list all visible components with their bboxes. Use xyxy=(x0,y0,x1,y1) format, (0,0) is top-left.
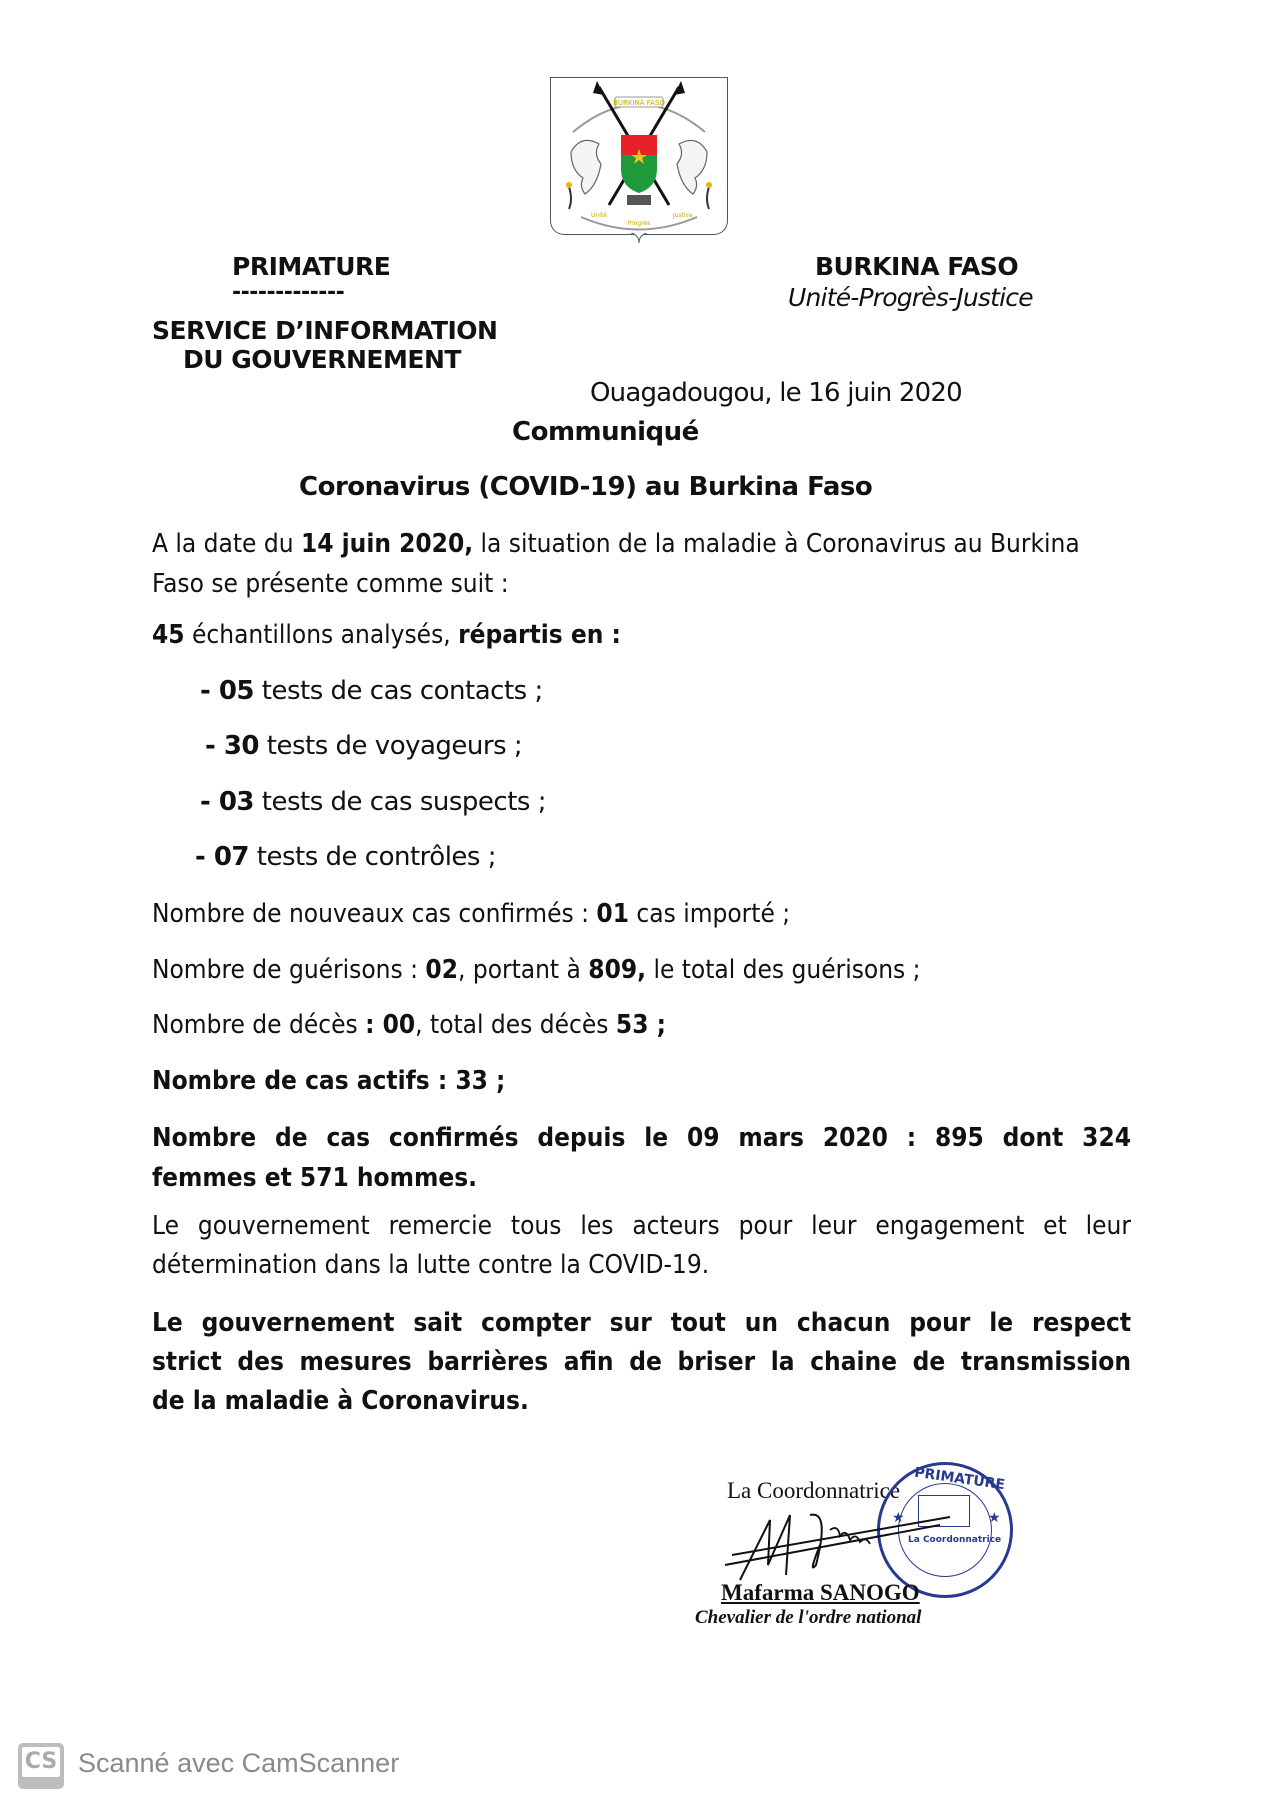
stat-mid: , portant à xyxy=(457,955,589,985)
document-title: Coronavirus (COVID-19) au Burkina Faso xyxy=(299,472,873,502)
test-item xyxy=(205,731,522,761)
test-item xyxy=(200,787,546,817)
stat-confirmed-line2: femmes et 571 hommes. xyxy=(152,1163,478,1193)
thanks-line1: Le gouvernement remercie tous les acteurs pour leur engagement et leur xyxy=(152,1211,1131,1241)
stat-label: Nombre de nouveaux cas confirmés : xyxy=(152,899,597,929)
stat-label: Nombre de décès xyxy=(152,1010,366,1040)
stat-mid: , total des décès xyxy=(415,1010,616,1040)
header-service-line1: SERVICE D’INFORMATION xyxy=(152,316,498,345)
intro-date: 14 juin 2020, xyxy=(300,529,474,559)
camscanner-watermark: Scanné avec CamScanner xyxy=(78,1748,400,1778)
list-dash: - xyxy=(200,787,219,817)
appeal-line2: strict des mesures barrières afin de briser la chaine de transmission xyxy=(152,1347,1131,1377)
stat-deaths xyxy=(152,1010,666,1040)
test-label: tests de voyageurs ; xyxy=(259,731,523,761)
stat-recoveries xyxy=(152,955,921,985)
samples-text: échantillons analysés, xyxy=(184,620,459,650)
document-type: Communiqué xyxy=(512,417,699,447)
signatory-role: La Coordonnatrice xyxy=(727,1478,901,1503)
test-item xyxy=(200,676,543,706)
stat-new-cases xyxy=(152,899,790,929)
stat-suffix: le total des guérisons ; xyxy=(646,955,921,985)
test-count: 05 xyxy=(218,676,255,706)
stat-value: 00 xyxy=(382,1010,416,1040)
samples-count: 45 xyxy=(152,620,185,650)
stat-colon: : xyxy=(365,1010,383,1040)
list-dash: - xyxy=(195,842,214,872)
stat-total: 809, xyxy=(588,955,647,985)
test-item xyxy=(195,842,496,872)
stamp-center-text: La Coordonnatrice xyxy=(908,1535,1002,1545)
stat-label: Nombre de guérisons : xyxy=(152,955,426,985)
handwritten-signature-icon xyxy=(720,1505,980,1585)
svg-text:Justice: Justice xyxy=(673,212,693,219)
coat-of-arms-emblem xyxy=(550,77,728,235)
test-label: tests de contrôles ; xyxy=(249,842,496,872)
burkina-emblem-icon xyxy=(551,77,727,234)
appeal-line3: de la maladie à Coronavirus. xyxy=(152,1386,529,1416)
camscanner-logo-text: CS xyxy=(22,1747,60,1777)
header-country: BURKINA FASO xyxy=(815,252,1019,281)
svg-text:BURKINA FASO: BURKINA FASO xyxy=(613,99,665,107)
camscanner-logo-icon xyxy=(18,1743,64,1789)
list-dash: - xyxy=(205,731,224,761)
list-dash: - xyxy=(200,676,219,706)
header-service-line2: DU GOUVERNEMENT xyxy=(183,345,461,374)
signatory-name: Mafarma SANOGO xyxy=(721,1580,920,1605)
place-date: Ouagadougou, le 16 juin 2020 xyxy=(590,378,962,408)
intro-suffix: la situation de la maladie à Coronavirus au Burkina xyxy=(473,529,1080,559)
header-org: PRIMATURE xyxy=(232,252,391,281)
samples-line xyxy=(152,620,621,650)
test-label: tests de cas suspects ; xyxy=(254,787,546,817)
stat-active: Nombre de cas actifs : 33 ; xyxy=(152,1066,506,1096)
stat-value: 02 xyxy=(425,955,458,985)
stamp-star-icon: ★ xyxy=(988,1510,1001,1526)
emblem-notch-icon xyxy=(631,233,647,243)
intro-line2: Faso se présente comme suit : xyxy=(152,569,509,599)
test-count: 03 xyxy=(218,787,255,817)
stat-value: 01 xyxy=(596,899,629,929)
svg-text:Unité: Unité xyxy=(591,212,607,219)
stamp-top-text: PRIMATURE xyxy=(913,1464,1006,1494)
header-separator: ------------- xyxy=(232,280,345,305)
stat-total: 53 ; xyxy=(615,1010,666,1040)
intro-line1 xyxy=(152,529,1080,559)
thanks-line2: détermination dans la lutte contre la COVID-19. xyxy=(152,1250,710,1280)
svg-text:Progrès: Progrès xyxy=(627,220,651,227)
stamp-star-icon: ★ xyxy=(892,1510,905,1526)
samples-repartis: répartis en : xyxy=(458,620,621,650)
intro-prefix: A la date du xyxy=(152,529,301,559)
test-label: tests de cas contacts ; xyxy=(254,676,543,706)
header-motto: Unité-Progrès-Justice xyxy=(788,283,1033,312)
stat-suffix: cas importé ; xyxy=(628,899,791,929)
test-count: 07 xyxy=(213,842,250,872)
signatory-honor: Chevalier de l'ordre national xyxy=(695,1607,922,1628)
test-count: 30 xyxy=(223,731,260,761)
appeal-line1: Le gouvernement sait compter sur tout un chacun pour le respect xyxy=(152,1308,1131,1338)
stat-confirmed-line1: Nombre de cas confirmés depuis le 09 mars 2020 : 895 dont 324 xyxy=(152,1123,1131,1153)
